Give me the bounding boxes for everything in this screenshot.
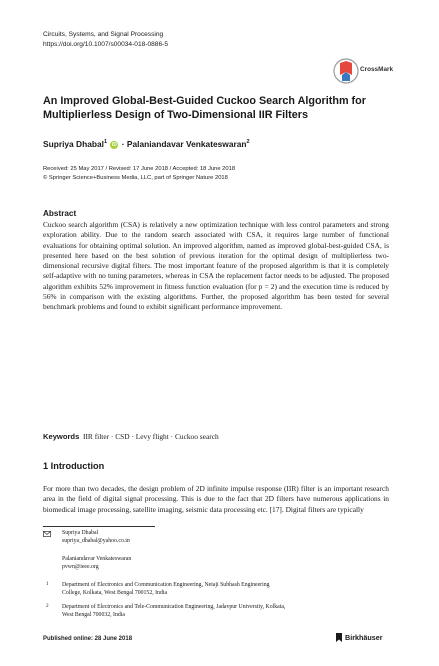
- affiliation-line: Department of Electronics and Communication Engineering, Netaji Subhash Engineering: [62, 582, 270, 588]
- history-dates: Received: 25 May 2017 / Revised: 17 June 2018 / Accepted: 18 June 2018: [43, 166, 236, 172]
- publisher-logo: [335, 633, 383, 642]
- journal-header: [43, 30, 168, 49]
- contact-name: Supriya Dhabal: [62, 530, 99, 536]
- section-heading: 1 Introduction: [43, 461, 105, 471]
- author-line: [43, 139, 250, 149]
- footnote-divider: [43, 526, 155, 527]
- corresponding-contact: [62, 529, 130, 545]
- published-date: Published online: 28 June 2018: [43, 636, 133, 642]
- author-separator: ·: [121, 139, 125, 149]
- affiliation-marker: 2: [246, 139, 250, 146]
- affiliation: [62, 603, 285, 619]
- doi-link[interactable]: https://doi.org/10.1007/s00034-018-0886-5: [43, 40, 169, 48]
- contact-email[interactable]: supriya_dhabal@yahoo.co.in: [62, 538, 130, 545]
- publisher-name: Birkhäuser: [345, 633, 383, 642]
- affiliation-line: Department of Electronics and Tele-Communication Engineering, Jadavpur University, Kolkata,: [62, 604, 286, 610]
- introduction-text: For more than two decades, the design problem of 2D infinite impulse response (IIR) filter is an important research area in the field of digital signal processing. This is due to the fact that 2D filters have numerous applications in biomedical image processing, satellite imaging, seismic data processing etc. [17]. Digital filters are typically: [43, 484, 389, 514]
- affiliation-number: 2: [46, 603, 49, 609]
- envelope-icon: [43, 531, 51, 540]
- affiliation-number: 1: [46, 581, 49, 587]
- author-name[interactable]: Palaniandavar Venkateswaran: [126, 139, 247, 149]
- copyright-line: © Springer Science+Business Media, LLC, part of Springer Nature 2018: [43, 174, 228, 181]
- crossmark-badge[interactable]: [332, 57, 402, 85]
- journal-name: Circuits, Systems, and Signal Processing: [43, 31, 164, 38]
- second-contact: [62, 555, 131, 571]
- keywords-label: Keywords: [43, 432, 80, 441]
- crossmark-label: CrossMark: [360, 66, 394, 73]
- author-name[interactable]: Supriya Dhabal: [43, 139, 104, 149]
- keywords-list: IIR filter · CSD · Levy flight · Cuckoo search: [83, 432, 219, 441]
- affiliation-line: College, Kolkata, West Bengal 700152, India: [62, 590, 168, 597]
- contact-email[interactable]: pvwn@ieee.org: [62, 564, 99, 571]
- contact-name: Palaniandavar Venkateswaran: [62, 556, 132, 562]
- affiliation-marker: 1: [103, 139, 108, 146]
- abstract-heading: Abstract: [43, 209, 77, 218]
- orcid-icon[interactable]: iD: [111, 142, 117, 148]
- keywords-line: [43, 432, 219, 441]
- abstract-text: Cuckoo search algorithm (CSA) is relatively a new optimization technique with less control parameters and strong exploration ability. Due to the random search associated with CSA, it requires large number of functional evaluations for obtaining optimal solution. An improved algorithm, named as improved global-best-guided CSA, is presented here based on the best solution of previous iteration for the optimal design of multiplierless two-dimensional recursive digital filters. The most important feature of the proposed algorithm is that it is completely self-adaptive with no tuning parameters, whereas in CSA the replacement factor needs to be adjusted. The proposed algorithm exhibits 52% improvement in fitness function evaluation (for p = 2) and the execution time is reduced by 56% in comparison with the existing algorithms. Further, the proposed algorithm has been tested for several benchmark problems and found to exhibit significant performance improvement.: [43, 220, 389, 312]
- affiliation-line: West Bengal 700032, India: [62, 612, 125, 619]
- article-title: An Improved Global-Best-Guided Cuckoo Search Algorithm for Multiplierless Design of Two-Dimensional IIR Filters: [43, 95, 366, 121]
- birkhauser-icon: [335, 633, 343, 642]
- article-history: [43, 165, 235, 182]
- affiliation: [62, 581, 270, 597]
